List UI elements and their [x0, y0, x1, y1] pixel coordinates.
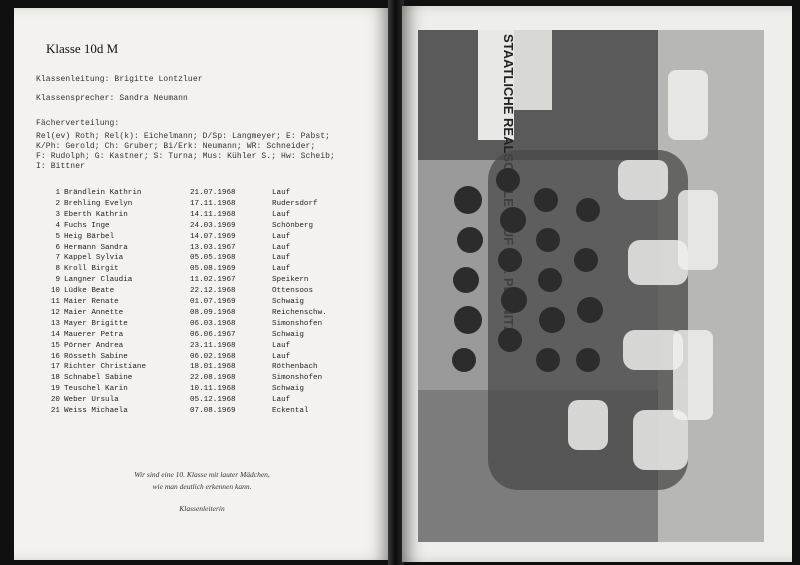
student-birthdate: 22.12.1968: [190, 287, 236, 296]
student-birthdate: 14.11.1968: [190, 210, 236, 219]
student-place: Speikern: [272, 276, 309, 285]
student-birthdate: 08.09.1968: [190, 308, 236, 317]
student-number: 10: [50, 287, 60, 296]
student-name: Mauerer Petra: [64, 330, 124, 339]
student-birthdate: 14.07.1969: [190, 232, 236, 241]
student-place: Lauf: [272, 396, 291, 405]
student-place: Lauf: [272, 265, 291, 274]
student-number: 2: [55, 199, 60, 208]
student-number: 1: [55, 189, 60, 197]
student-place: Lauf: [272, 232, 291, 241]
student-place: Rudersdorf: [272, 199, 318, 208]
subjects-line: Rel(ev) Roth; Rel(k): Eichelmann; D/Sp: Langmeyer; E: Pabst;: [36, 132, 331, 141]
student-name: Fuchs Inge: [64, 221, 110, 230]
student-place: Lauf: [272, 352, 291, 361]
student-birthdate: 13.03.1967: [190, 243, 236, 252]
student-place: Lauf: [272, 210, 291, 219]
student-place: Schwaig: [272, 385, 304, 394]
footnote-line: wie man deutlich erkennen kann.: [152, 482, 252, 491]
student-name: Weber Ursula: [64, 396, 119, 405]
student-number: 20: [50, 396, 60, 405]
student-name: Hermann Sandra: [64, 243, 128, 252]
student-place: Lauf: [272, 254, 291, 263]
page-title: Klasse 10d M: [46, 41, 119, 56]
class-photo-image: [418, 30, 764, 542]
student-birthdate: 11.02.1967: [190, 276, 236, 285]
student-number: 16: [50, 352, 60, 361]
student-place: Schönberg: [272, 221, 314, 230]
student-place: Reichenschw.: [272, 308, 327, 317]
subjects-line: F: Rudolph; G: Kastner; S: Turna; Mus: Kühler S.; Hw: Scheib;: [36, 152, 335, 161]
student-number: 6: [55, 243, 60, 252]
signature: Klassenleiterin: [179, 504, 225, 513]
student-number: 4: [55, 221, 60, 230]
student-birthdate: 05.08.1969: [190, 265, 236, 274]
student-number: 13: [50, 319, 60, 328]
student-name: Eberth Kathrin: [64, 210, 128, 219]
student-name: Teuschel Karin: [64, 385, 128, 394]
student-name: Rösseth Sabine: [64, 352, 128, 361]
subjects-line: I: Bittner: [36, 162, 86, 171]
student-name: Mayer Brigitte: [64, 319, 128, 328]
student-birthdate: 18.01.1968: [190, 363, 236, 372]
student-number: 5: [55, 232, 60, 241]
student-name: Langner Claudia: [64, 276, 133, 285]
student-number: 12: [50, 308, 60, 317]
student-place: Lauf: [272, 189, 291, 197]
student-place: Eckental: [272, 407, 309, 415]
student-birthdate: 22.08.1968: [190, 374, 236, 383]
student-number: 9: [55, 276, 60, 285]
student-birthdate: 07.08.1969: [190, 407, 236, 415]
subjects-line: K/Ph: Gerold; Ch: Gruber; Bi/Erk: Neumann; WR: Schneider;: [36, 142, 316, 151]
student-number: 21: [50, 407, 60, 415]
student-number: 11: [50, 298, 60, 306]
student-place: Simonshofen: [272, 319, 323, 328]
student-birthdate: 06.06.1967: [190, 330, 236, 339]
student-place: Schwaig: [272, 298, 304, 306]
student-name: Kroll Birgit: [64, 265, 119, 274]
subjects-heading: Fächerverteilung:: [36, 119, 120, 128]
student-birthdate: 10.11.1968: [190, 385, 236, 394]
student-name: Lüdke Beate: [64, 287, 115, 296]
class-photo: [418, 30, 764, 542]
student-birthdate: 06.02.1968: [190, 352, 236, 361]
student-place: Schwaig: [272, 330, 304, 339]
student-birthdate: 21.07.1968: [190, 189, 236, 197]
student-number: 7: [55, 254, 60, 263]
student-birthdate: 17.11.1968: [190, 199, 236, 208]
footnote-line: Wir sind eine 10. Klasse mit lauter Mädchen,: [134, 470, 270, 479]
student-birthdate: 05.12.1968: [190, 396, 236, 405]
student-name: Weiss Michaela: [64, 407, 128, 415]
left-page: [14, 8, 390, 560]
student-birthdate: 23.11.1968: [190, 341, 236, 350]
student-place: Lauf: [272, 341, 291, 350]
student-place: Lauf: [272, 243, 291, 252]
student-number: 17: [50, 363, 60, 372]
student-name: Maier Annette: [64, 308, 124, 317]
student-place: Röthenbach: [272, 363, 318, 372]
student-name: Brändlein Kathrin: [64, 189, 142, 197]
student-birthdate: 24.03.1969: [190, 221, 236, 230]
student-place: Ottensoos: [272, 287, 314, 296]
student-birthdate: 06.03.1968: [190, 319, 236, 328]
student-number: 8: [55, 265, 60, 274]
student-name: Pörner Andrea: [64, 341, 124, 350]
student-number: 19: [50, 385, 60, 394]
student-name: Brehling Evelyn: [64, 199, 133, 208]
student-name: Heig Bärbel: [64, 232, 115, 241]
student-place: Simonshofen: [272, 374, 323, 383]
student-birthdate: 01.07.1969: [190, 298, 236, 306]
student-number: 15: [50, 341, 60, 350]
class-speaker: Klassensprecher: Sandra Neumann: [36, 94, 188, 103]
student-birthdate: 05.05.1968: [190, 254, 236, 263]
student-number: 18: [50, 374, 60, 383]
student-name: Richter Christiane: [64, 363, 147, 372]
student-name: Maier Renate: [64, 298, 119, 306]
student-number: 14: [50, 330, 60, 339]
class-teacher: Klassenleitung: Brigitte Lontzluer: [36, 75, 203, 84]
student-name: Schnabel Sabine: [64, 374, 133, 383]
student-name: Kappel Sylvia: [64, 254, 124, 263]
student-number: 3: [55, 210, 60, 219]
